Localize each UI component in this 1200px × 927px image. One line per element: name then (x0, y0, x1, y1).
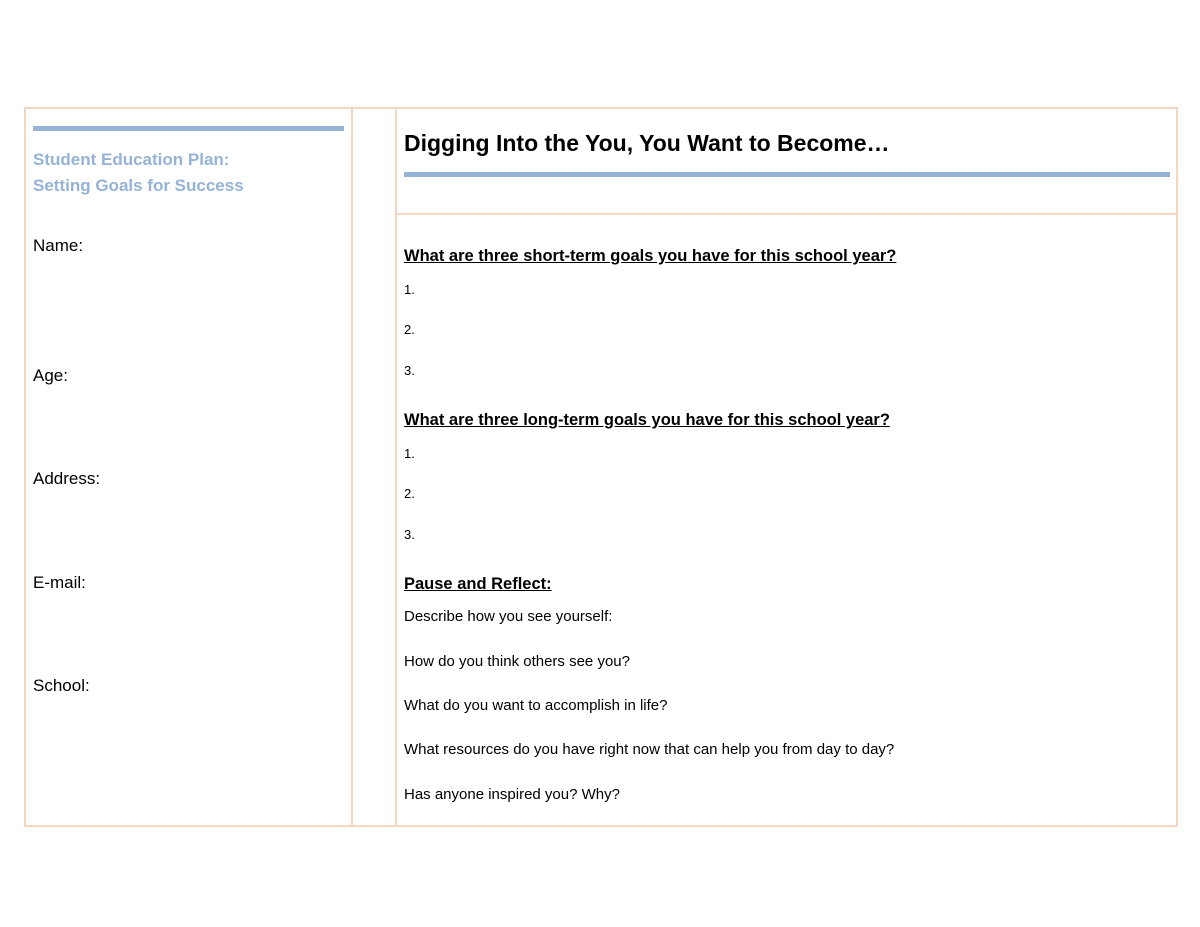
sidebar-accent-rule (33, 126, 344, 131)
column-divider-right (395, 107, 397, 827)
name-label: Name: (33, 236, 84, 255)
subtitle-line-1: Student Education Plan: (33, 150, 230, 169)
reflect-prompt-1: Describe how you see yourself: (404, 608, 613, 625)
short-term-item-2: 2. (404, 322, 415, 337)
email-label: E-mail: (33, 573, 86, 592)
long-term-item-2: 2. (404, 486, 415, 501)
reflect-prompt-5: Has anyone inspired you? Why? (404, 786, 620, 803)
school-label: School: (33, 676, 90, 695)
short-term-item-1: 1. (404, 282, 415, 297)
page-frame (24, 107, 1178, 827)
age-label: Age: (33, 366, 68, 385)
address-label: Address: (33, 469, 101, 488)
sidebar-subtitle (33, 147, 343, 199)
reflect-prompt-4: What resources do you have right now that can help you from day to day? (404, 741, 895, 758)
column-divider-left (351, 107, 353, 827)
page-title: Digging Into the You, You Want to Become… (404, 130, 890, 156)
reflect-prompt-2: How do you think others see you? (404, 653, 630, 670)
header-divider (396, 213, 1178, 215)
short-term-item-3: 3. (404, 363, 415, 378)
long-term-item-3: 3. (404, 527, 415, 542)
reflect-prompt-3: What do you want to accomplish in life? (404, 697, 668, 714)
title-accent-rule (404, 172, 1170, 177)
long-term-item-1: 1. (404, 446, 415, 461)
subtitle-line-2: Setting Goals for Success (33, 176, 244, 195)
short-term-question: What are three short-term goals you have for this school year? (404, 247, 897, 265)
long-term-question: What are three long-term goals you have for this school year? (404, 411, 890, 429)
reflect-heading: Pause and Reflect: (404, 575, 552, 593)
